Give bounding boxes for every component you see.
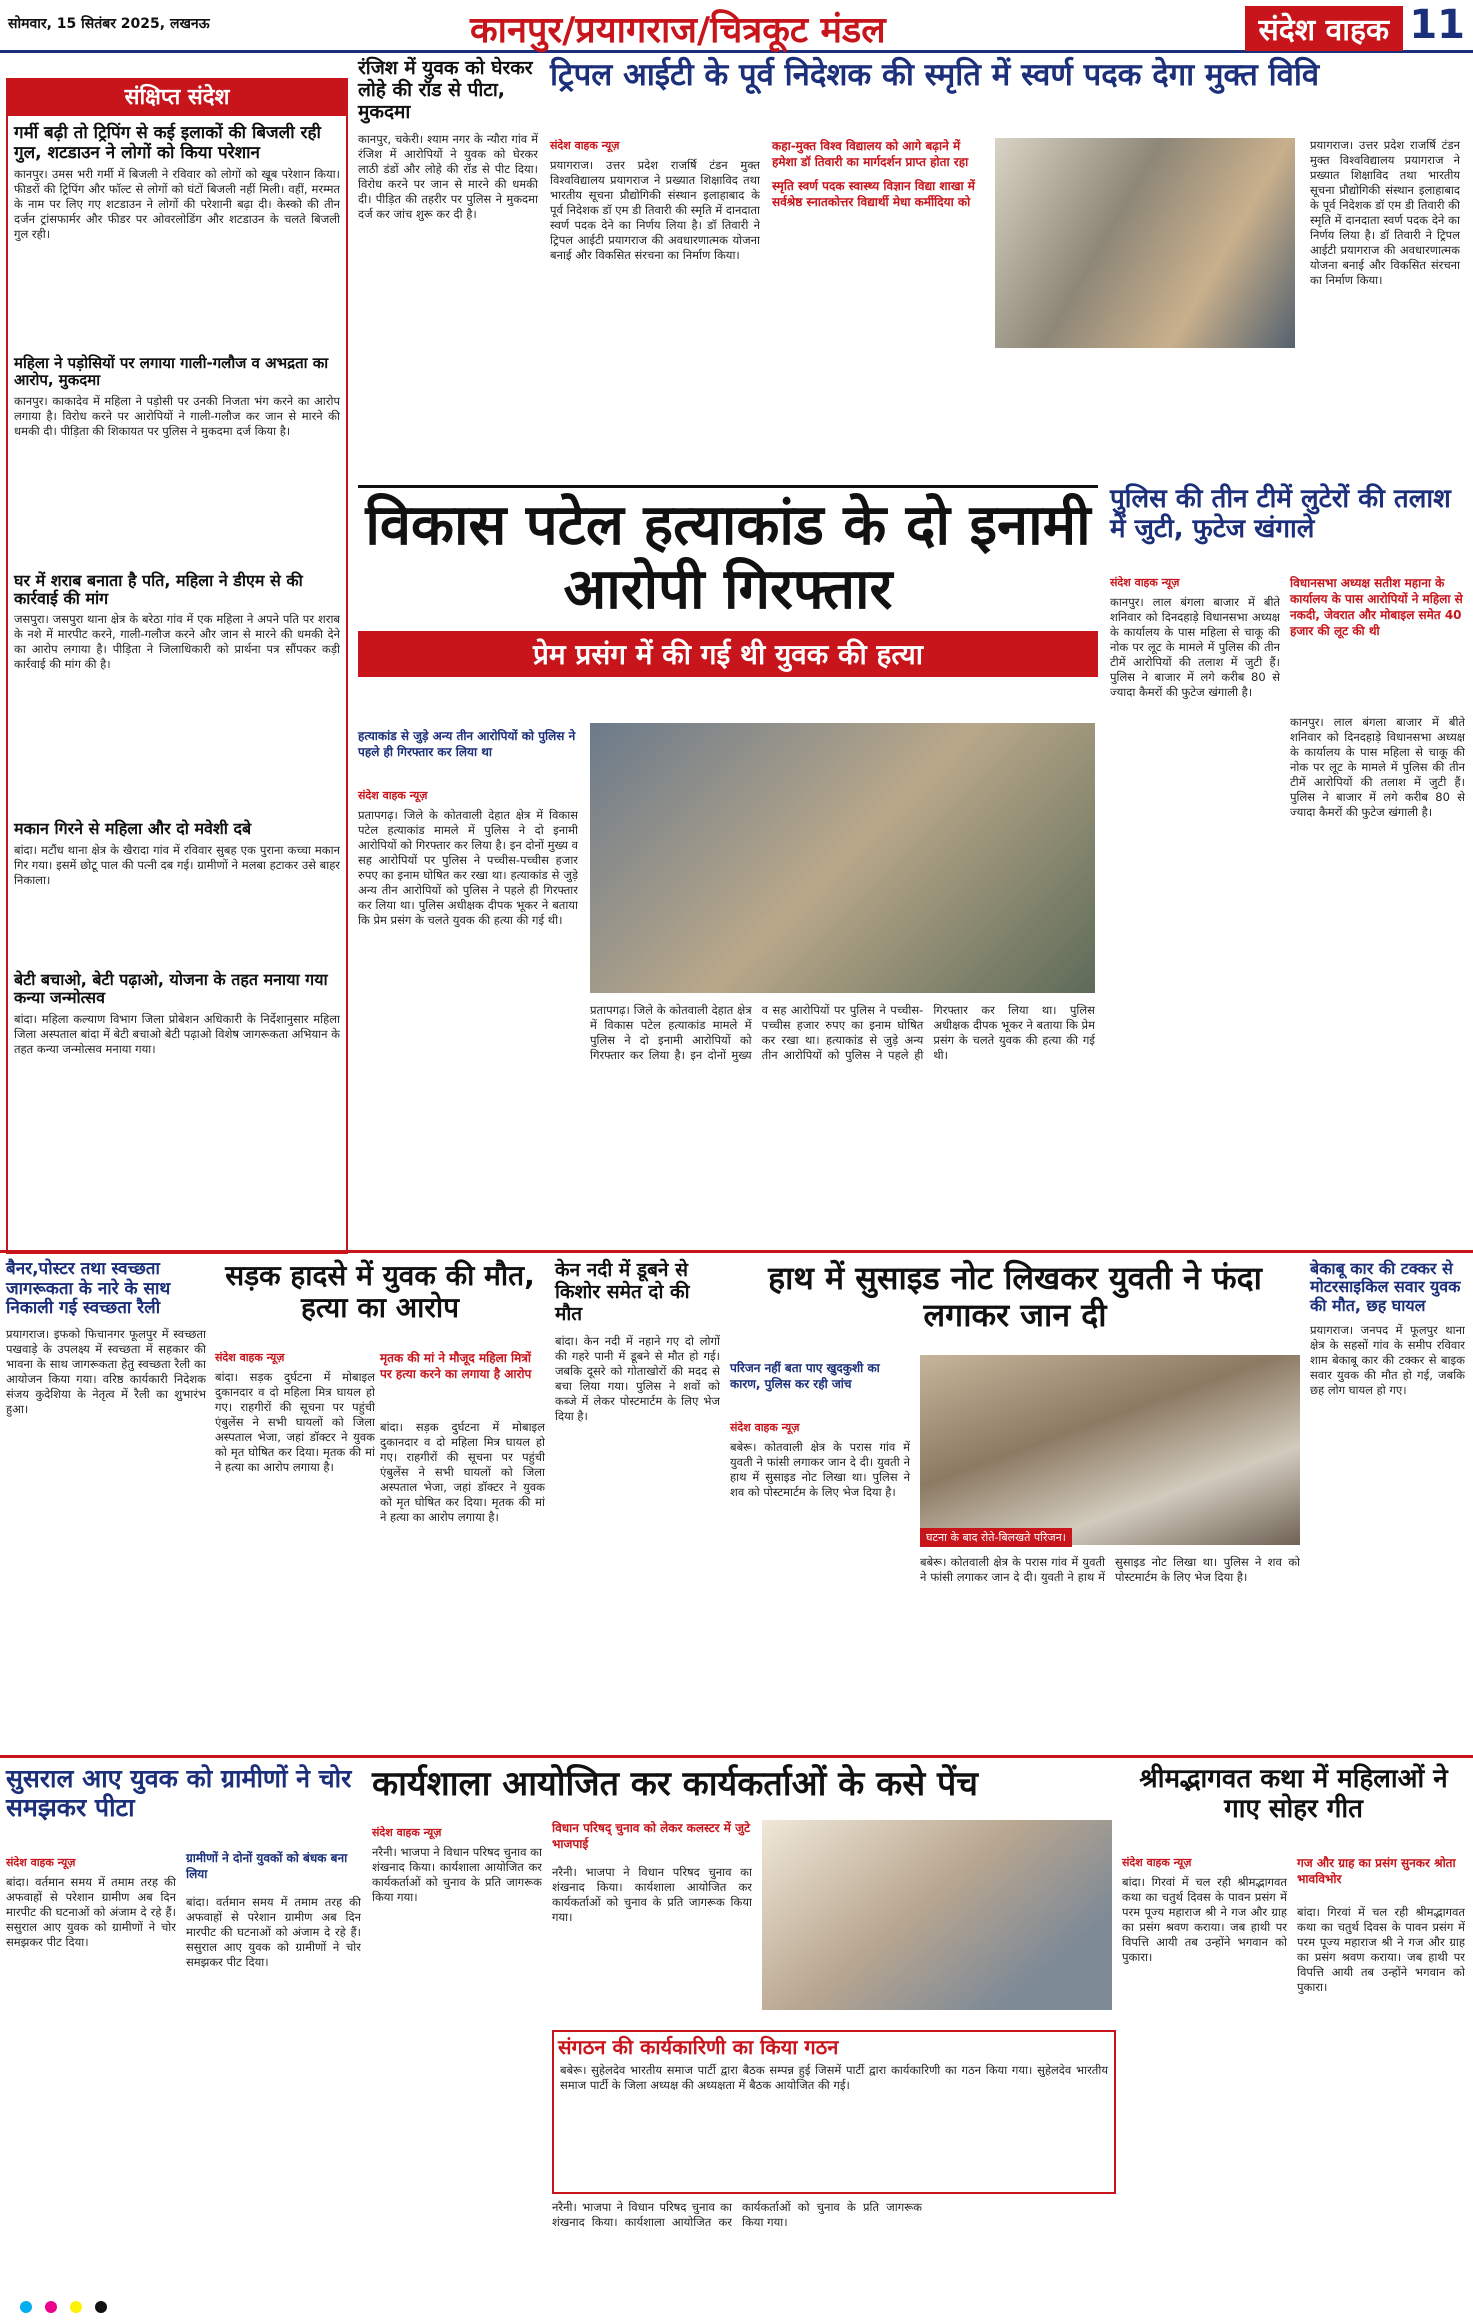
story-body-continued: नरैनी। भाजपा ने विधान परिषद चुनाव का शंखनाद किया। कार्यशाला आयोजित कर कार्यकर्ताओं को चुनाव के प्रति जागरूक किया गया। bbox=[552, 2200, 922, 2229]
brief-body: बांदा। मटौंध थाना क्षेत्र के खैरादा गांव में रविवार सुबह एक पुराना कच्चा मकान गिर गया। इसमें छोटू पाल की पत्नी दब गई। ग्रामीणों ने मलबा हटाकर उसे बाहर निकाला। bbox=[14, 842, 340, 887]
registration-dot bbox=[20, 2301, 32, 2313]
story-subhead: प्रेम प्रसंग में की गई थी युवक की हत्या bbox=[358, 631, 1098, 677]
story-bullet: कहा-मुक्त विश्व विद्यालय को आगे बढ़ाने में हमेशा डॉ तिवारी का मार्गदर्शन प्राप्त होता रहा bbox=[772, 139, 969, 169]
brief-headline: मकान गिरने से महिला और दो मवेशी दबे bbox=[14, 819, 252, 839]
story-headline: कार्यशाला आयोजित कर कार्यकर्ताओं के कसे पेंच bbox=[372, 1764, 978, 1804]
brief-list bbox=[14, 124, 340, 1170]
story-byline: संदेश वाहक न्यूज़ bbox=[1122, 1856, 1192, 1869]
story-body: प्रतापगढ़। जिले के कोतवाली देहात क्षेत्र में विकास पटेल हत्याकांड मामले में पुलिस ने दो इनामी आरोपियों को गिरफ्तार कर लिया है। इन दोनों मुख्य व सह आरोपियों पर पुलिस ने पच्चीस-पच्चीस हजार रुपए का इनाम घोषित कर रखा था। हत्याकांड से जुड़े अन्य तीन आरोपियों को पुलिस ने पहले ही गिरफ्तार कर लिया था। पुलिस अधीक्षक दीपक भूकर ने बताया कि प्रेम प्रसंग के चलते युवक की हत्या की गई थी। bbox=[358, 808, 578, 927]
graduation-photo bbox=[995, 138, 1295, 348]
story-bike bbox=[1310, 1260, 1465, 1750]
story-road bbox=[215, 1260, 545, 1750]
story-bullet: हत्याकांड से जुड़े अन्य तीन आरोपियों को पुलिस ने पहले ही गिरफ्तार कर लिया था bbox=[358, 729, 576, 759]
page-header bbox=[0, 0, 1473, 53]
brief-item bbox=[14, 124, 340, 347]
brief-item bbox=[14, 572, 340, 813]
story-body: प्रयागराज। जनपद में फूलपुर थाना क्षेत्र के सहसों गांव के समीप रविवार शाम बेकाबू कार की टक्कर से बाइक सवार युवक की मौत हो गई, जबकि छह लोग घायल हो गए। bbox=[1310, 1323, 1465, 1398]
story-iiit bbox=[550, 58, 1465, 478]
story-headline: विकास पटेल हत्याकांड के दो इनामी आरोपी गिरफ्तार bbox=[365, 493, 1091, 623]
brand-logo: संदेश वाहक bbox=[1245, 6, 1403, 51]
story-body-continued: बांदा। गिरवां में चल रही श्रीमद्भागवत कथा का चतुर्थ दिवस के पावन प्रसंग में परम पूज्य महाराज श्री ने गज और ग्राह का प्रसंग श्रवण कराया। जब हाथी पर विपत्ति आयी तब उन्होंने भगवान को पुकारा। bbox=[1297, 1905, 1465, 1994]
story-body: बांदा। गिरवां में चल रही श्रीमद्भागवत कथा का चतुर्थ दिवस के पावन प्रसंग में परम पूज्य महाराज श्री ने गज और ग्राह का प्रसंग श्रवण कराया। जब हाथी पर विपत्ति आयी तब उन्होंने भगवान को पुकारा। bbox=[1122, 1875, 1287, 1964]
brief-item bbox=[14, 971, 340, 1162]
brief-headline: घर में शराब बनाता है पति, महिला ने डीएम से की कार्रवाई की मांग bbox=[14, 570, 303, 608]
brief-body: कानपुर। उमस भरी गर्मी में बिजली ने रविवार को लोगों को खूब परेशान किया। फीडरों की ट्रिपिंग और फॉल्ट से लोगों को घंटों बिजली नहीं मिली। वहीं, मरम्मत के नाम पर लिए गए शटडाउन ने लोगों की परेशानी बढ़ा दी। केस्को की तीन दर्जन ट्रांसफार्मर और फीडर पर ओवरलोडिंग और शटडाउन के चलते बिजली गुल रही। bbox=[14, 167, 340, 242]
story-byline: संदेश वाहक न्यूज़ bbox=[358, 789, 428, 802]
arrest-photo bbox=[590, 723, 1095, 993]
story-body: नरैनी। भाजपा ने विधान परिषद चुनाव का शंखनाद किया। कार्यशाला आयोजित कर कार्यकर्ताओं को चुनाव के प्रति जागरूक किया गया। bbox=[372, 1845, 542, 1904]
story-byline: संदेश वाहक न्यूज़ bbox=[215, 1351, 285, 1364]
story-headline: बैनर,पोस्टर तथा स्वच्छता जागरूकता के नारे के साथ निकाली गई स्वच्छता रैली bbox=[6, 1259, 171, 1319]
region-title: कानपुर/प्रयागराज/चित्रकूट मंडल bbox=[470, 10, 886, 51]
divider bbox=[0, 1250, 1473, 1253]
story-ken bbox=[555, 1260, 720, 1750]
story-body: बबेरू। कोतवाली क्षेत्र के परास गांव में युवती ने फांसी लगाकर जान दे दी। युवती ने हाथ में सुसाइड नोट लिखा था। पुलिस ने शव को पोस्टमार्टम के लिए भेज दिया है। bbox=[730, 1440, 910, 1499]
brief-body: जसपुरा। जसपुरा थाना क्षेत्र के बरेठा गांव में एक महिला ने अपने पति पर शराब के नशे में मारपीट करने, गाली-गलौज करने और जान से मारने की धमकी देने का आरोप लगाया है। पीड़िता ने जिलाधिकारी को प्रार्थना पत्र सौंपकर कड़ी कार्रवाई की मांग की है। bbox=[14, 612, 340, 672]
story-headline: सड़क हादसे में युवक की मौत, हत्या का आरोप bbox=[225, 1259, 535, 1325]
story-body: प्रयागराज। इफको फिचानगर फूलपुर में स्वच्छता पखवाड़े के उपलक्ष्य में स्वच्छता में सहकार की भावना के साथ जागरूकता हेतु स्वच्छता रैली का आयोजन किया गया। वरिष्ठ कार्यकारी निदेशक संजय कुदेशिया के नेतृत्व में रैली का शुभारंभ हुआ। bbox=[6, 1326, 206, 1416]
story-byline: संदेश वाहक न्यूज़ bbox=[730, 1421, 800, 1434]
inset-body: बबेरू। सुहेलदेव भारतीय समाज पार्टी द्वारा बैठक सम्पन्न हुई जिसमें पार्टी द्वारा कार्यकारिणी का गठन किया गया। सुहेलदेव भारतीय समाज पार्टी के जिला अध्यक्ष की अध्यक्षता में बैठक आयोजित की गई। bbox=[560, 2063, 1108, 2092]
story-body: बांदा। वर्तमान समय में तमाम तरह की अफवाहों से परेशान ग्रामीण अब दिन मारपीट की घटनाओं को अंजाम दे रहे हैं। ससुराल आए युवक को ग्रामीणों ने चोर समझकर पीट दिया। bbox=[6, 1875, 176, 1949]
brief-column bbox=[6, 78, 348, 1254]
page-number: 11 bbox=[1409, 2, 1465, 48]
story-byline: संदेश वाहक न्यूज़ bbox=[6, 1856, 76, 1869]
divider bbox=[0, 1755, 1473, 1758]
workshop-photo bbox=[762, 1820, 1112, 2010]
story-headline: रंजिश में युवक को घेरकर लोहे की रॉड से पीटा, मुकदमा bbox=[358, 57, 533, 123]
story-byline: संदेश वाहक न्यूज़ bbox=[550, 139, 620, 152]
story-body-continued: नरैनी। भाजपा ने विधान परिषद चुनाव का शंखनाद किया। कार्यशाला आयोजित कर कार्यकर्ताओं को चुनाव के प्रति जागरूक किया गया। bbox=[552, 1865, 752, 1924]
story-headline: श्रीमद्भागवत कथा में महिलाओं ने गाए सोहर गीत bbox=[1139, 1764, 1448, 1824]
story-bullet: गज और ग्राह का प्रसंग सुनकर श्रोता भावविभोर bbox=[1297, 1856, 1456, 1886]
story-bullets bbox=[772, 138, 982, 210]
story-bhagwat bbox=[1122, 1765, 1465, 2290]
story-police bbox=[1110, 485, 1465, 1245]
brief-item bbox=[14, 820, 340, 962]
story-sasural bbox=[6, 1765, 361, 2290]
brief-body: कानपुर। काकादेव में महिला ने पड़ोसी पर उनकी निजता भंग करने का आरोप लगाया है। विरोध करने पर आरोपियों ने गाली-गलौज कर जान से मारने की धमकी दी। पीड़िता की शिकायत पर पुलिस ने मुकदमा दर्ज किया है। bbox=[14, 393, 340, 438]
story-body: बांदा। सड़क दुर्घटना में मोबाइल दुकानदार व दो महिला मित्र घायल हो गए। राहगीरों की सूचना पर पहुंची एंबुलेंस ने सभी घायलों को जिला अस्पताल भेजा, जहां डॉक्टर ने युवक को मृत घोषित कर दिया। मृतक की मां ने हत्या का आरोप लगाया है। bbox=[215, 1370, 375, 1474]
story-headline: ट्रिपल आईटी के पूर्व निदेशक की स्मृति में स्वर्ण पदक देगा मुक्त विवि bbox=[550, 57, 1320, 93]
story-headline: हाथ में सुसाइड नोट लिखकर युवती ने फंदा लगाकर जान दी bbox=[768, 1259, 1262, 1334]
inset-title: संगठन की कार्यकारिणी का किया गठन bbox=[558, 2035, 839, 2059]
registration-dot bbox=[45, 2301, 57, 2313]
registration-dot bbox=[70, 2301, 82, 2313]
story-ranjish bbox=[358, 58, 538, 478]
story-byline: संदेश वाहक न्यूज़ bbox=[372, 1826, 442, 1839]
story-headline: बेकाबू कार की टक्कर से मोटरसाइकिल सवार युवक की मौत, छह घायल bbox=[1310, 1259, 1461, 1315]
photo-caption: घटना के बाद रोते-बिलखते परिजन। bbox=[920, 1528, 1072, 1547]
story-body: कानपुर। लाल बंगला बाजार में बीते शनिवार को दिनदहाड़े विधानसभा अध्यक्ष के कार्यालय के पास महिला से चाकू की नोक पर लूट के मामले में पुलिस की तीन टीमें आरोपियों की तलाश में जुटी हैं। पुलिस ने बाजार में लगे करीब 80 से ज्यादा कैमरों की फुटेज खंगाली है। bbox=[1110, 595, 1280, 699]
print-registration-bar bbox=[0, 2296, 1473, 2319]
story-body: प्रयागराज। उत्तर प्रदेश राजर्षि टंडन मुक्त विश्वविद्यालय प्रयागराज ने प्रख्यात शिक्षाविद तथा भारतीय सूचना प्रौद्योगिकी संस्थान इलाहाबाद के पूर्व निदेशक डॉ एम डी तिवारी की स्मृति में दानदाता स्वर्ण पदक देने का निर्णय लिया है। डॉ तिवारी ने ट्रिपल आईटी प्रयागराज की अवधारणात्मक योजना बनाई और विकसित संरचना का निर्माण किया। bbox=[550, 158, 760, 262]
registration-dot bbox=[95, 2301, 107, 2313]
brief-body: बांदा। महिला कल्याण विभाग जिला प्रोबेशन अधिकारी के निर्देशानुसार महिला जिला अस्पताल बांदा में बेटी बचाओ बेटी पढ़ाओ विशेष जागरूकता अभियान के तहत कन्या जन्मोत्सव मनाया गया। bbox=[14, 1011, 340, 1056]
story-body-continued: प्रतापगढ़। जिले के कोतवाली देहात क्षेत्र में विकास पटेल हत्याकांड मामले में पुलिस ने दो इनामी आरोपियों को गिरफ्तार कर लिया है। इन दोनों मुख्य व सह आरोपियों पर पुलिस ने पच्चीस-पच्चीस हजार रुपए का इनाम घोषित कर रखा था। हत्याकांड से जुड़े अन्य तीन आरोपियों को पुलिस ने पहले ही गिरफ्तार कर लिया था। पुलिस अधीक्षक दीपक भूकर ने बताया कि प्रेम प्रसंग के चलते युवक की हत्या की गई थी। bbox=[590, 1003, 1095, 1062]
story-body: कानपुर, चकेरी। श्याम नगर के न्यौरा गांव में रंजिश में आरोपियों ने युवक को घेरकर लाठी डंडों और लोहे की रॉड से पीट दिया। विरोध करने पर जान से मारने की धमकी दी। पीड़ित की तहरीर पर पुलिस ने मुकदमा दर्ज कर जांच शुरू कर दी है। bbox=[358, 131, 538, 221]
story-bullet: विधानसभा अध्यक्ष सतीश महाना के कार्यालय के पास आरोपियों ने महिला से नकदी, जेवरात और मोबाइल समेत 40 हजार की लूट की थी bbox=[1290, 576, 1463, 638]
story-body-continued: कानपुर। लाल बंगला बाजार में बीते शनिवार को दिनदहाड़े विधानसभा अध्यक्ष के कार्यालय के पास महिला से चाकू की नोक पर लूट के मामले में पुलिस की तीन टीमें आरोपियों की तलाश में जुटी हैं। पुलिस ने बाजार में लगे करीब 80 से ज्यादा कैमरों की फुटेज खंगाली है। bbox=[1290, 715, 1465, 819]
story-bullet: विधान परिषद् चुनाव को लेकर कलस्टर में जुटे भाजपाई bbox=[552, 1821, 751, 1851]
story-workshop bbox=[372, 1765, 1112, 2290]
brief-title: संक्षिप्त संदेश bbox=[8, 80, 346, 116]
brief-headline: महिला ने पड़ोसियों पर लगाया गाली-गलौज व अभद्रता का आरोप, मुकदमा bbox=[14, 354, 329, 390]
issue-date: सोमवार, 15 सितंबर 2025, लखनऊ bbox=[8, 16, 210, 32]
story-headline: केन नदी में डूबने से किशोर समेत दो की मौत bbox=[555, 1259, 690, 1325]
brief-headline: बेटी बचाओ, बेटी पढ़ाओ, योजना के तहत मनाया गया कन्या जन्मोत्सव bbox=[14, 969, 328, 1008]
story-body-continued: बबेरू। कोतवाली क्षेत्र के परास गांव में युवती ने फांसी लगाकर जान दे दी। युवती ने हाथ में सुसाइड नोट लिखा था। पुलिस ने शव को पोस्टमार्टम के लिए भेज दिया है। bbox=[920, 1555, 1300, 1584]
story-body-continued: प्रयागराज। उत्तर प्रदेश राजर्षि टंडन मुक्त विश्वविद्यालय प्रयागराज ने प्रख्यात शिक्षाविद तथा भारतीय सूचना प्रौद्योगिकी संस्थान इलाहाबाद के पूर्व निदेशक डॉ एम डी तिवारी की स्मृति में दानदाता स्वर्ण पदक देने का निर्णय लिया है। डॉ तिवारी ने ट्रिपल आईटी प्रयागराज की अवधारणात्मक योजना बनाई और विकसित संरचना का निर्माण किया। bbox=[1310, 138, 1460, 287]
story-body-continued: बांदा। वर्तमान समय में तमाम तरह की अफवाहों से परेशान ग्रामीण अब दिन मारपीट की घटनाओं को अंजाम दे रहे हैं। ससुराल आए युवक को ग्रामीणों ने चोर समझकर पीट दिया। bbox=[186, 1895, 361, 1969]
story-banner bbox=[6, 1260, 206, 1750]
story-headline: सुसराल आए युवक को ग्रामीणों ने चोर समझकर पीटा bbox=[6, 1764, 352, 1822]
story-byline: संदेश वाहक न्यूज़ bbox=[1110, 576, 1180, 589]
story-bullet: परिजन नहीं बता पाए खुदकुशी का कारण, पुलिस कर रही जांच bbox=[730, 1361, 880, 1391]
brief-item bbox=[14, 355, 340, 564]
story-vikas bbox=[358, 485, 1098, 1248]
brief-headline: गर्मी बढ़ी तो ट्रिपिंग से कई इलाकों की बिजली रही गुल, शटडाउन ने लोगों को किया परेशान bbox=[14, 123, 321, 163]
story-bullet: स्मृति स्वर्ण पदक स्वास्थ्य विज्ञान विद्या शाखा में सर्वश्रेष्ठ स्नातकोत्तर विद्यार्थी मेधा कर्मीदिया को bbox=[772, 179, 975, 209]
family-photo bbox=[920, 1355, 1300, 1545]
story-body-continued: बांदा। सड़क दुर्घटना में मोबाइल दुकानदार व दो महिला मित्र घायल हो गए। राहगीरों की सूचना पर पहुंची एंबुलेंस ने सभी घायलों को जिला अस्पताल भेजा, जहां डॉक्टर ने युवक को मृत घोषित कर दिया। मृतक की मां ने हत्या का आरोप लगाया है। bbox=[380, 1420, 545, 1524]
story-bullet: मृतक की मां ने मौजूद महिला मित्रों पर हत्या करने का लगाया है आरोप bbox=[380, 1351, 532, 1381]
story-headline: पुलिस की तीन टीमें लुटेरों की तलाश में जुटी, फुटेज खंगाले bbox=[1110, 484, 1451, 544]
story-suicide bbox=[730, 1260, 1300, 1750]
inset-box bbox=[552, 2030, 1116, 2194]
story-body: बांदा। केन नदी में नहाने गए दो लोगों की गहरे पानी में डूबने से मौत हो गई। जबकि दूसरे को गोताखोरों की मदद से बचा लिया गया। पुलिस ने शवों को कब्जे में लेकर पोस्टमार्टम के लिए भेज दिया है। bbox=[555, 1333, 720, 1423]
story-bullet: ग्रामीणों ने दोनों युवकों को बंधक बना लिया bbox=[186, 1851, 348, 1881]
